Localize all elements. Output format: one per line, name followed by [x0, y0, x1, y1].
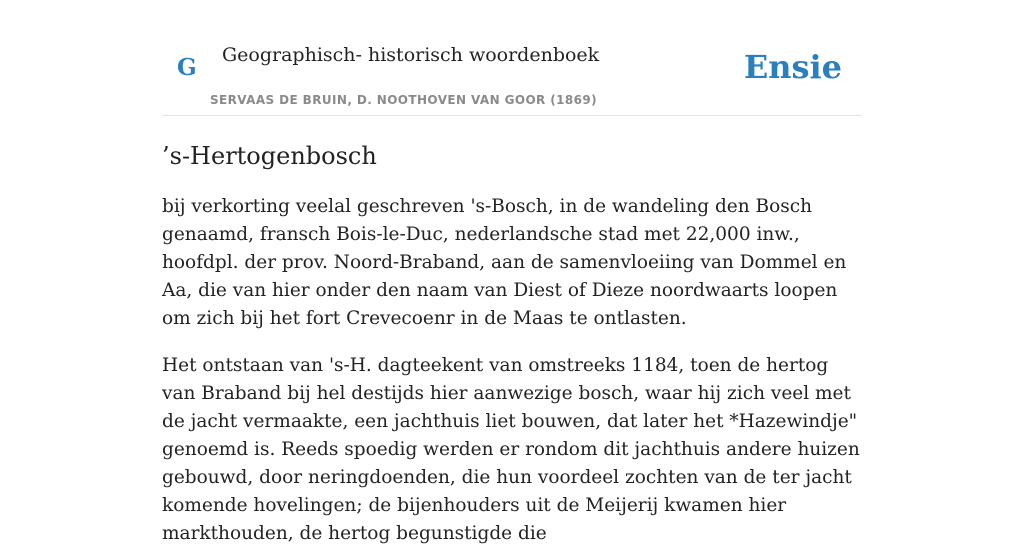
book-title[interactable]: Geographisch- historisch woordenboek: [222, 44, 600, 66]
ensie-brand-logo[interactable]: Ensie: [743, 48, 842, 86]
book-author-line: SERVAAS DE BRUIN, D. NOOTHOVEN VAN GOOR (1869): [210, 93, 598, 107]
dictionary-logo[interactable]: G: [177, 54, 197, 81]
page-container: [162, 0, 862, 548]
entry-title: ’s-Hertogenbosch: [162, 142, 377, 170]
entry-paragraph: bij verkorting veelal geschreven 's-Bosch, in de wandeling den Bosch genaamd, fransch Bois-le-Duc, nederlandsche stad met 22,000 inw., hoofdpl. der prov. Noord-Braband, aan de samenvloeiing van Dommel en Aa, die van hier onder den naam van Diest of Dieze noordwaarts loopen om zich bij het fort Crevecoenr in de Maas te ontlasten.: [162, 196, 847, 329]
entry-body: [162, 193, 862, 548]
entry-paragraph: Het ontstaan van 's-H. dagteekent van omstreeks 1184, toen de hertog van Braband bij hel destijds hier aanwezige bosch, waar hij zich veel met de jacht vermaakte, een jachthuis liet bouwen, dat later het *Hazewindje" genoemd is. Reeds spoedig werden er rondom dit jachthuis andere huizen gebouwd, door neringdoenden, die hun voordeel zochten van de ter jacht komende hovelingen; de bijenhouders uit de Meijerij kwamen hier markthouden, de hertog begunstigde die: [162, 355, 860, 544]
site-header: [162, 0, 862, 116]
entry-content: [162, 141, 862, 548]
